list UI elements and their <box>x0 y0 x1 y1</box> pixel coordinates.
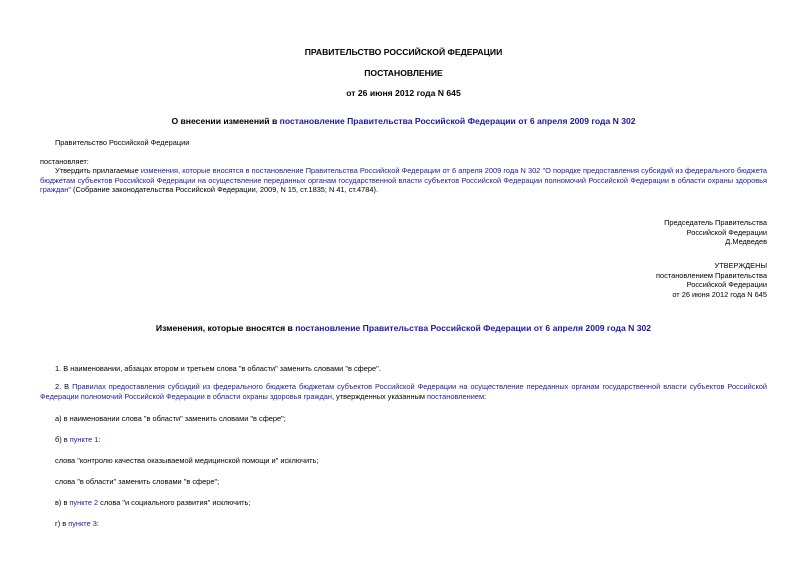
decides-line: постановляет: <box>40 157 89 166</box>
doc-type-heading: ПОСТАНОВЛЕНИЕ <box>364 68 443 78</box>
subitem-b-line-1: слова "контролю качества оказываемой медицинской помощи и" исключить; <box>55 456 319 465</box>
issuer-line: Правительство Российской Федерации <box>55 138 190 147</box>
signature-block <box>664 218 767 247</box>
subitem-b-line-2: слова "в области" заменить словами "в сфере"; <box>55 477 220 486</box>
intro-text-end: (Собрание законодательства Российской Федерации, 2009, N 15, ст.1835; N 41, ст.4784). <box>71 185 379 195</box>
title-link-resolution-302[interactable]: постановление Правительства Российской Федерации от 6 апреля 2009 года N 302 <box>279 116 636 126</box>
subitem-g-link-point-3[interactable]: пункте 3 <box>68 519 97 528</box>
signature-country: Российской Федерации <box>686 227 767 237</box>
item-2-link-rules[interactable]: Правилах предоставления субсидий из федерального бюджета бюджетам субъектов Российской Федерации на осуществление переданных органам государственной власти субъектов Российской Федерации полномочий Российской Федерации в области охраны здоровья граждан <box>40 382 768 401</box>
signature-position: Председатель Правительства <box>664 218 767 227</box>
subitem-b-start: б) в <box>55 435 70 444</box>
subitem-g <box>55 519 99 529</box>
subitem-a: а) в наименовании слова "в области" заменить словами "в сфере"; <box>55 414 286 423</box>
item-2-end: : <box>484 391 487 401</box>
subitem-b-end: : <box>98 435 101 444</box>
item-1: 1. В наименовании, абзацах втором и третьем слова "в области" заменить словами "в сфере". <box>55 364 381 373</box>
subitem-v-link-point-2[interactable]: пункте 2 <box>69 498 99 507</box>
item-2-link-resolution[interactable]: постановлением <box>427 391 485 401</box>
approved-by: постановлением Правительства <box>656 270 767 280</box>
approved-country: Российской Федерации <box>686 280 767 290</box>
subitem-b-link-point-1[interactable]: пункте 1 <box>69 435 99 444</box>
item-2-mid: , утвержденных указанным <box>331 391 428 401</box>
doc-date-number: от 26 июня 2012 года N 645 <box>346 88 461 98</box>
changes-heading <box>0 323 807 334</box>
document-title <box>0 116 807 127</box>
intro-text-start: Утвердить прилагаемые <box>55 166 141 175</box>
changes-heading-link[interactable]: постановление Правительства Российской Федерации от 6 апреля 2009 года N 302 <box>295 323 652 333</box>
intro-link-changes[interactable]: изменения, которые вносятся в постановление Правительства Российской Федерации от 6 апреля 2009 года N 302 "О порядке предоставления субсидий из федерального бюджета бюджетам субъектов Российской Федерации на осуществление переданных органам государственной власти субъектов Российской Федерации полномочий Российской Федерации в области охраны здоровья граждан" <box>40 166 767 195</box>
subitem-b <box>55 435 100 445</box>
item-2 <box>40 382 767 401</box>
subitem-v <box>55 498 250 508</box>
subitem-v-end: слова "и социального развития" исключить; <box>98 498 251 507</box>
subitem-v-start: в) в <box>55 498 70 507</box>
title-prefix: О внесении изменений в <box>171 116 280 126</box>
item-2-start: 2. В <box>55 382 73 391</box>
approved-title: УТВЕРЖДЕНЫ <box>714 261 767 270</box>
changes-heading-prefix: Изменения, которые вносятся в <box>155 323 296 333</box>
subitem-g-start: г) в <box>55 519 69 528</box>
subitem-g-end: : <box>96 519 99 528</box>
approved-date: от 26 июня 2012 года N 645 <box>672 289 767 299</box>
signature-name: Д.Медведев <box>725 237 767 247</box>
intro-paragraph <box>40 166 767 195</box>
approved-block <box>656 261 767 300</box>
org-heading: ПРАВИТЕЛЬСТВО РОССИЙСКОЙ ФЕДЕРАЦИИ <box>304 47 503 57</box>
